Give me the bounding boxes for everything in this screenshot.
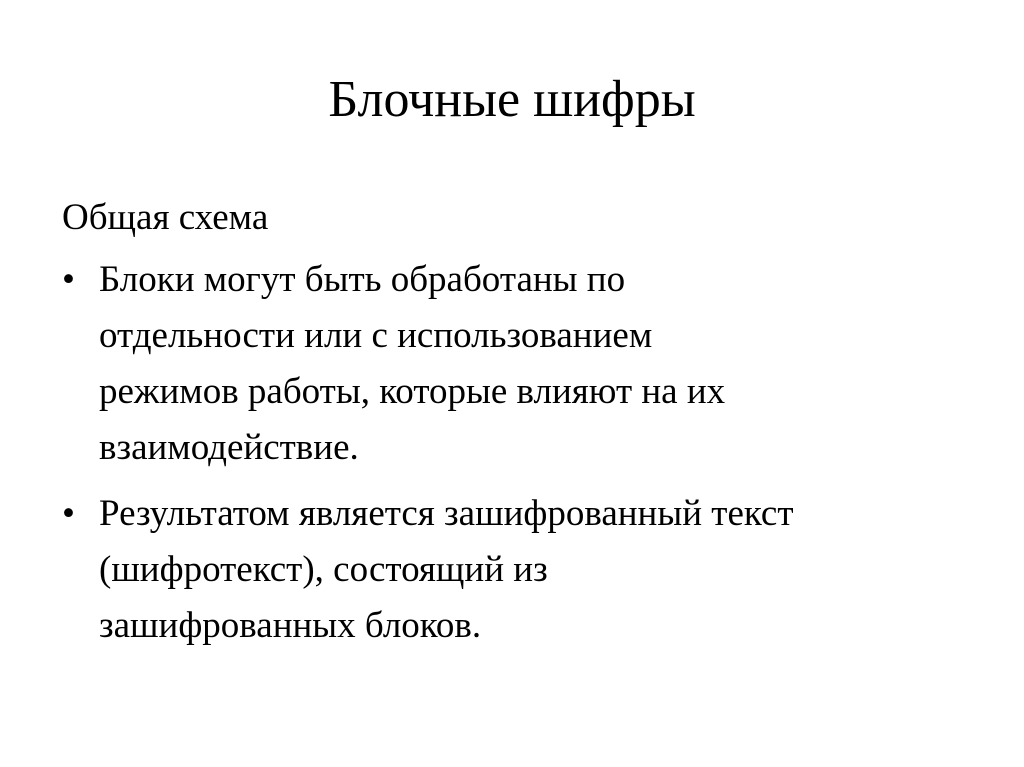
bullet-icon: •: [62, 493, 75, 534]
bullet-line: зашифрованных блоков.: [99, 605, 482, 646]
bullet-list: [62, 252, 982, 654]
bullet-item: [62, 252, 982, 476]
bullet-icon: •: [62, 259, 75, 300]
bullet-line: режимов работы, которые влияют на их: [99, 371, 726, 412]
bullet-line: Результатом является зашифрованный текст: [99, 493, 794, 534]
bullet-line: Блоки могут быть обработаны по: [99, 259, 626, 300]
bullet-line: (шифротекст), состоящий из: [99, 549, 548, 590]
section-subheading: Общая схема: [62, 197, 269, 238]
slide-content: [62, 190, 982, 664]
slide-title: Блочные шифры: [328, 71, 696, 128]
bullet-line: отдельности или с использованием: [99, 315, 653, 356]
bullet-line: взаимодействие.: [99, 427, 359, 468]
bullet-item: [62, 486, 982, 654]
